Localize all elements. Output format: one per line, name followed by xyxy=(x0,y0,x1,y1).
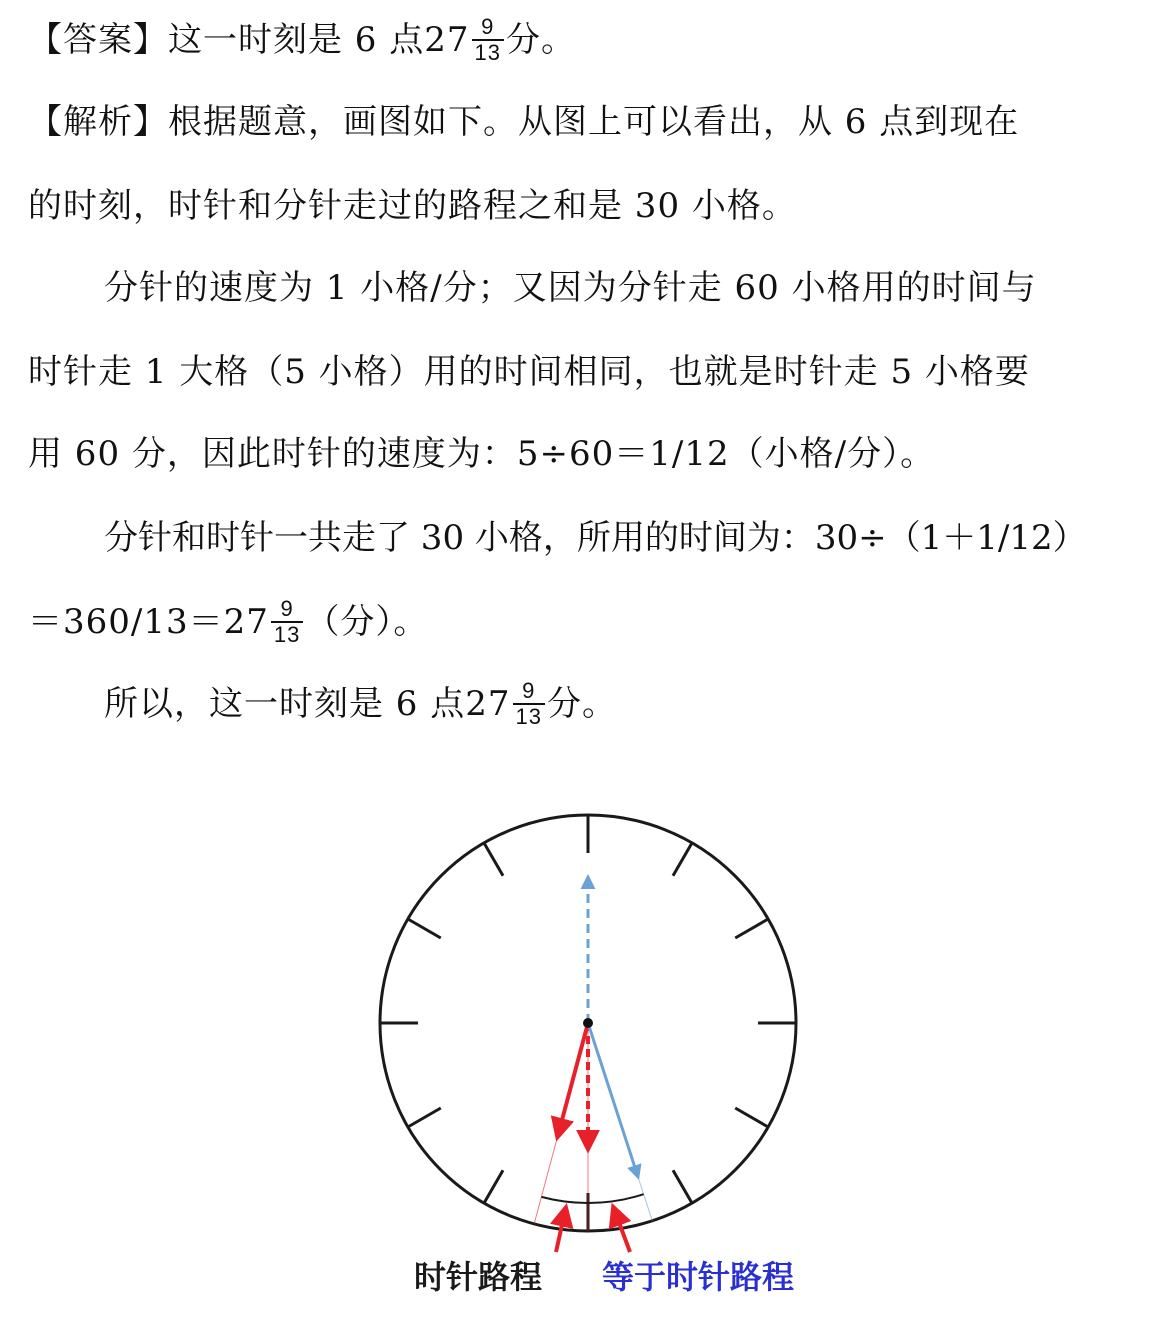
clock-diagram xyxy=(360,790,880,1310)
hour-path-brace xyxy=(541,1197,588,1203)
clock-tick xyxy=(735,1108,768,1127)
analysis-line-2: 的时刻，时针和分针走过的路程之和是 30 小格。 xyxy=(28,186,797,226)
analysis-line-1: 【解析】根据题意，画图如下。从图上可以看出，从 6 点到现在 xyxy=(28,102,1020,142)
analysis-line-5: 用 60 分，因此时针的速度为：5÷60＝1/12（小格/分）。 xyxy=(28,434,936,474)
answer-prefix: 【答案】这一时刻是 6 点27 xyxy=(28,20,470,60)
equal-hour-path-label: 等于时针路程 xyxy=(602,1258,795,1296)
minute-hand xyxy=(588,1023,638,1177)
clock-tick xyxy=(484,1170,503,1203)
analysis-line-7-suffix: （分）。 xyxy=(305,602,429,642)
line7-fraction-numerator: 9 xyxy=(280,596,294,621)
analysis-line-8 xyxy=(104,674,617,734)
clock-tick xyxy=(673,843,692,876)
analysis-line-8-suffix: 分。 xyxy=(547,684,617,724)
clock-tick xyxy=(408,1108,441,1127)
analysis-line-4: 时针走 1 大格（5 小格）用的时间相同，也就是时针走 5 小格要 xyxy=(28,352,1030,392)
clock-center xyxy=(583,1018,593,1028)
analysis-line-7-fraction xyxy=(271,597,303,647)
analysis-line-8-prefix: 所以，这一时刻是 6 点27 xyxy=(104,684,511,724)
answer-fraction xyxy=(472,15,504,65)
clock-tick xyxy=(673,1170,692,1203)
answer-fraction-numerator: 9 xyxy=(481,14,495,39)
line7-fraction-denominator: 13 xyxy=(271,621,303,647)
analysis-line-7-prefix: ＝360/13＝27 xyxy=(28,602,269,642)
analysis-line-7 xyxy=(28,592,428,652)
equal-path-brace xyxy=(588,1194,644,1203)
clock-tick xyxy=(735,919,768,938)
line8-fraction-denominator: 13 xyxy=(513,703,545,729)
analysis-line-3: 分针的速度为 1 小格/分；又因为分针走 60 小格用的时间与 xyxy=(104,268,1037,308)
analysis-line-6: 分针和时针一共走了 30 小格，所用的时间为：30÷（1＋1/12） xyxy=(104,518,1087,558)
answer-fraction-denominator: 13 xyxy=(472,39,504,65)
clock-face-group xyxy=(380,815,796,1252)
analysis-line-8-fraction xyxy=(513,679,545,729)
hour-hand xyxy=(557,1023,588,1137)
hour-path-label: 时针路程 xyxy=(414,1258,543,1296)
line8-fraction-numerator: 9 xyxy=(522,678,536,703)
clock-tick xyxy=(484,843,503,876)
answer-suffix: 分。 xyxy=(506,20,576,60)
answer-line xyxy=(28,10,576,70)
clock-svg xyxy=(360,790,880,1310)
clock-tick xyxy=(408,919,441,938)
